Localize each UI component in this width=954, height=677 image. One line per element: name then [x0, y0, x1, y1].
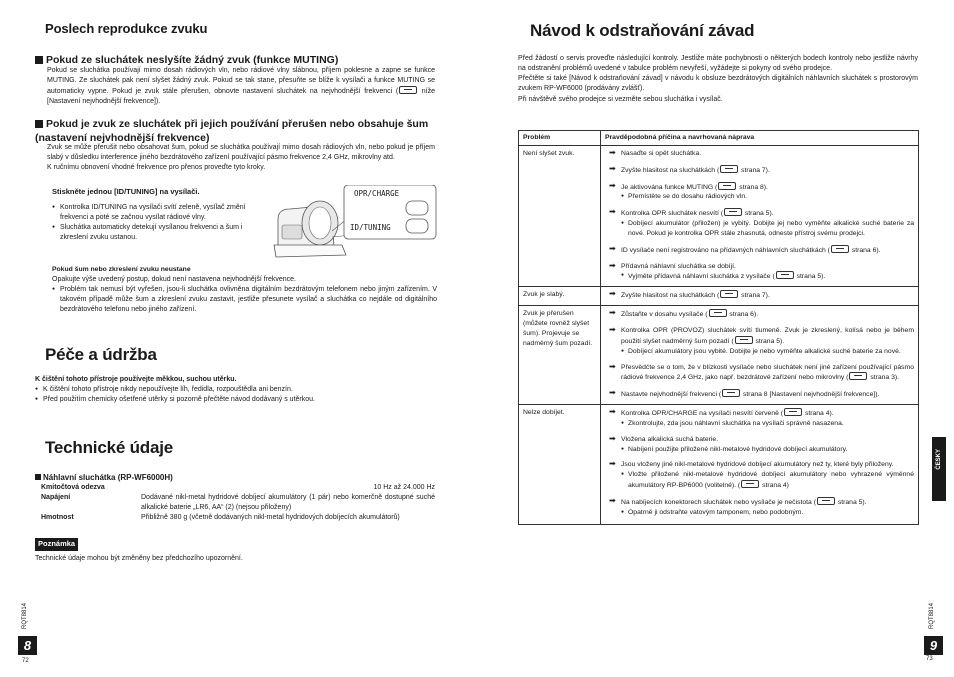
arrow-icon: ➡: [609, 243, 616, 253]
page-reference-icon: [722, 389, 740, 397]
spec-key: Kmitočtová odezva: [41, 484, 105, 491]
subsection-muting-title: Pokud ze sluchátek neslyšíte žádný zvuk (funkce MUTING): [35, 53, 435, 67]
persistent-noise-text: Opakujte výše uvedený postup, dokud není nastavena nejvhodnější frekvence. ● Problém tak nemusí být vyřešen, jsou-li sluchátka ovlivněna digitálním bezdrátovým telefonem nebo jiným zařízením. V takovém případě může šum a zkreslení zvuku zastavit, jestliže přesunete vysílač a sluchátka co nejdále od digitálního bezdrátového telefonu nebo jiného zařízení.: [52, 275, 437, 316]
arrow-icon: ➡: [609, 361, 616, 371]
spec-key: Hmotnost: [41, 514, 74, 522]
list-item: ● Problém tak nemusí být vyřešen, jsou-li sluchátka ovlivněna digitálním bezdrátovým telefonem nebo jiným zařízením. V takovém případě může šum a zkreslení zvuku zastavit, jestliže přesunete vysílač a sluchátka co nejdále od digitálního bezdrátového telefonu nebo jiného zařízení.: [52, 285, 437, 315]
list-item: ● K čištění tohoto přístroje nikdy nepoužívejte líh, ředidla, rozpouštědla ani benzín.: [35, 385, 435, 395]
doc-code-left: RQT8814: [22, 603, 28, 630]
subsection-noise-title: Pokud je zvuk ze sluchátek při jejich používání přerušen nebo obsahuje šum (nastavení nejvhodnější frekvence): [35, 118, 429, 145]
id-tuning-label: ID/TUNING: [350, 223, 391, 232]
arrow-icon: ➡: [609, 163, 616, 173]
page-reference-icon: [720, 165, 738, 173]
page-number-small-right: 73: [926, 656, 933, 662]
section-title-listening: Poslech reprodukce zvuku: [45, 21, 208, 36]
table-row: Zvuk je slabý. ➡ Zvyšte hlasitost na sluchátkách ( strana 7).: [519, 287, 919, 306]
arrow-icon: ➡: [609, 207, 616, 217]
spec-value: 10 Hz až 24.000 Hz: [373, 484, 435, 491]
section-title-specs: Technické údaje: [45, 438, 174, 457]
opr-charge-label: OPR/CHARGE: [354, 189, 400, 198]
list-item: ● Před použitím chemicky ošetřené utěrky si pozorně přečtěte návod dodávaný s utěrkou.: [35, 395, 435, 405]
page-reference-icon: [718, 182, 736, 190]
page-reference-icon: [776, 271, 794, 279]
arrow-icon: ➡: [609, 407, 616, 417]
care-text: K čištění tohoto přístroje používejte měkkou, suchou utěrku. ● K čištění tohoto přístroje nikdy nepoužívejte líh, ředidla, rozpouštědla ani benzín. ● Před použitím chemicky ošetřené utěrky si pozorně přečtěte návod dodávaný s utěrkou.: [35, 375, 435, 405]
list-item: ● Sluchátka automaticky detekují vysílanou frekvenci a šum i zkreslení zvuku ustanou.: [52, 223, 270, 243]
specs-list: [41, 483, 435, 523]
step-instruction: Stiskněte jednou [ID/TUNING] na vysílači.: [52, 187, 200, 196]
page-reference-icon: [784, 408, 802, 416]
section-title-care: Péče a údržba: [45, 345, 157, 364]
page-reference-icon: [817, 497, 835, 505]
persistent-noise-title: Pokud šum nebo zkreslení zvuku neustane: [52, 266, 191, 273]
muting-text: Pokud se sluchátka používají mimo dosah rádiových vln, nebo rádiové vlny slábnou, příjem poklesne a zapne se funkce MUTING. Ze sluchátek pak není slyšet žádný zvuk. Pokud se tak stane, přesuňte se blíže k vysílači a funkce MUTING se automaticky vypne. Pokud je zvuk stále přerušen, obnovte nastavení sluchátek na nejvhodnější frekvenci ( níže [Nastavení nejvhodnější frekvence]).: [47, 67, 435, 106]
arrow-icon: ➡: [609, 388, 616, 398]
page-number-left: 8: [18, 636, 37, 655]
troubleshooting-table: [518, 130, 919, 525]
spec-value: Dodávané nikl-metal hydridové dobíjecí akumulátory (1 pár) nebo komerčně dostupné suché alkalické baterie „LR6, AA“ (2) (nejsou přiloženy): [141, 494, 435, 512]
specs-subtitle: Náhlavní sluchátka (RP-WF6000H): [35, 472, 173, 484]
column-header-problem: Problém: [519, 131, 601, 146]
arrow-icon: ➡: [609, 289, 616, 299]
column-header-remedy: Pravděpodobná příčina a navrhovaná náprava: [601, 131, 919, 146]
troubleshooting-intro: Před žádostí o servis proveďte následující kontroly. Jestliže máte pochybnosti o některých bodech kontroly nebo jestliže návrhy na odstranění problémů uvedené v tabulce problém nevyřeší, vyžádejte si pokyny od svého prodejce. Přečtěte si také [Návod k odstraňování závad] v návodu k obsluze bezdrátových digitálních náhlavních sluchátek s prostorovým zvukem RP-WF6000 (prodávány zvlášť). Při návštěvě svého prodejce si vezměte sebou sluchátka i vysílač.: [518, 55, 918, 103]
table-row: Nelze dobíjet. ➡ Kontrolka OPR/CHARGE na vysílači nesvítí červeně ( strana 4). ● Zkontrolujte, zda jsou náhlavní sluchátka na vysílači správně nasazena. ➡ Vložena alkalická suchá baterie. ● Nabíjení použijte přiložené nikl-metalové hydridové dobíjecí akumulátory. ➡ Jsou vloženy jiné nikl-metalové hydridové dobíjecí akumulátory než ty, které byly přiloženy. ● Vložte přiložené nikl-metalové hydridové dobíjecí akumulátory nebo vyhrazené výměnné akumulátory RP-BP6000 (volitelné). ( strana 4) ➡ Na nabíjecích konektorech sluchátek nebo vysílače je nečistota ( strana 5). ● Opatrně ji odstraňte vatovým tamponem, nebo podobným.: [519, 405, 919, 525]
spec-key: Napájení: [41, 494, 71, 501]
arrow-icon: ➡: [609, 433, 616, 443]
table-row: Není slyšet zvuk. ➡ Nasaďte si opět sluchátka. ➡ Zvyšte hlasitost na sluchátkách ( strana 7). ➡ Je aktivována funkce MUTING ( strana 8). ● Přemístěte se do dosahu rádiových vln. ➡ Kontrolka OPR sluchátek nesvítí ( strana 5). ● Dobíjecí akumulátor (přiložen) je vybitý. Dobijte jej nebo vyměňte alkalické suché baterie za nové. Pokud je kontrolka OPR stále zhasnutá, odneste přístroj svému prodejci. ➡ ID vysílače není registrováno na přídavných náhlavních sluchátkách ( strana 6). ➡ Přídavná náhlavní sluchátka se dobíjí. ● Vyjměte přídavná náhlavní sluchátka z vysílače ( strana 5).: [519, 145, 919, 286]
page-number-right: 9: [924, 636, 943, 655]
page-reference-icon: [724, 208, 742, 216]
language-tab: ČESKY: [932, 437, 946, 501]
arrow-icon: ➡: [609, 459, 616, 469]
page-title-troubleshooting: Návod k odstraňování závad: [530, 21, 755, 40]
spec-value: Přibližně 380 g (včetně dodávaných nikl-metal hydridových dobíjecích akumulátorů): [141, 514, 400, 522]
arrow-icon: ➡: [609, 324, 616, 334]
page-reference-icon: [399, 86, 417, 94]
list-item: ● Kontrolka ID/TUNING na vysílači svítí zeleně, vysílač změní frekvenci a poté se začnou vysílat rádiové vlny.: [52, 203, 270, 223]
page-reference-icon: [849, 372, 867, 380]
page-reference-icon: [741, 480, 759, 488]
page-number-small-left: 72: [22, 658, 29, 664]
arrow-icon: ➡: [609, 260, 616, 270]
arrow-icon: ➡: [609, 180, 616, 190]
table-row: Zvuk je přerušen (můžete rovněž slyšet šum). Projevuje se nadměrný šum pozadí. ➡ Zůstaňte v dosahu vysílače ( strana 6). ➡ Kontrolka OPR (PROVOZ) sluchátek svítí tlumeně. Zvuk je zkreslený, kolísá nebo je během použití slyšet nadměrný šum pozadí ( strana 5). ● Dobíjecí akumulátory jsou vybité. Dobijte je nebo vyměňte alkalické suché baterie za nové. ➡ Přesvědčte se o tom, že v blízkosti vysílače nebo sluchátek není jiné zařízení používající pásmo rádiové frekvence 2,4 GHz, jako např. bezdrátové zařízení nebo mikrovlny ( strana 3). ➡ Nastavte nejvhodnější frekvenci ( strana 8 [Nastavení nejvhodnější frekvence]).: [519, 306, 919, 405]
page-reference-icon: [831, 245, 849, 253]
square-bullet-icon: [35, 120, 43, 128]
page-reference-icon: [720, 290, 738, 298]
note-text: Technické údaje mohou být změněny bez předchozího upozornění.: [35, 555, 243, 562]
doc-code-right: RQT8814: [929, 603, 935, 630]
note-label: Poznámka: [35, 538, 78, 551]
transmitter-illustration: [272, 185, 437, 265]
arrow-icon: ➡: [609, 495, 616, 505]
step-bullets: [52, 203, 270, 244]
arrow-icon: ➡: [609, 308, 616, 318]
noise-text: Zvuk se může přerušit nebo obsahovat šum, pokud se sluchátka používají mimo dosah rádiových vln, nebo pokud je příjem slabý v důsledku interference jiného bezdrátového zařízení používající pásmo frekvence 2,4 GHz, mikrovlny atd. K ručnímu obnovení vhodné frekvence pro přenos proveďte tyto kroky.: [47, 144, 435, 172]
page-reference-icon: [709, 309, 727, 317]
page-reference-icon: [735, 336, 753, 344]
arrow-icon: ➡: [609, 147, 616, 157]
square-bullet-icon: [35, 56, 43, 64]
square-bullet-icon: [35, 474, 41, 480]
